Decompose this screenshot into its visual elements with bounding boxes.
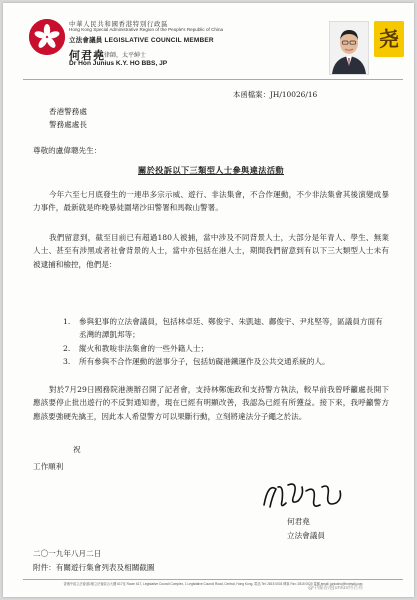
recipient-line: 香港警務處 [49, 107, 87, 116]
handwritten-signature [258, 475, 348, 515]
recipient-block [49, 105, 87, 132]
list-text: 縱火和教唆非法集會的一些外籍人士； [79, 343, 209, 353]
letter-subject: 關於投訴以下三類型人士參與違法活動 [138, 165, 284, 175]
signatory-name: 何君堯 [287, 517, 310, 526]
recipient-line: 警務處處長 [49, 120, 87, 130]
list-item [63, 315, 389, 342]
paragraph-2: 我們留意到，截至目前已有超過180人被捕，當中涉及不同背景人士，大部分是年青人、學生、無業人士、甚至有涉黑或者社會背景的人士，當中亦包括在港人士，期間我們留意到有以下三大類型人士未有被逮捕和檢控，他們是： [33, 233, 389, 269]
watermark-text: @中國香港Junius何君堯 [308, 585, 363, 591]
footer-divider [23, 579, 403, 580]
signatory-title: 立法會議員 [287, 531, 325, 540]
member-portrait [329, 21, 369, 75]
salutation: 尊敬的盧偉聰先生： [33, 146, 102, 155]
list-number: 1. [63, 317, 71, 326]
paragraph-3: 對於7月29日國務院港澳辦召開了記者會，支持林鄭施政和支持警方執法，較早前我曾呼籲處長開下應該要停止批出遊行的不反對通知書，現在已經有明顯改善，我認為已經有所獲益。接下來，我呼籲警方應該要強硬先擒王，因此本人希望警方可以果斷行動，立刻將違法分子繩之於法。 [33, 385, 389, 421]
file-reference: 本函檔案：JH/10026/16 [233, 90, 318, 99]
complaint-list [63, 315, 389, 369]
paragraph-1: 今年六至七月底發生的一連串多宗示威、遊行、非法集會，不合作運動，不少非法集會其後演變成暴力事件，最新就是昨晚暴徒圍堵沙田警署和馬鞍山警署。 [33, 190, 389, 213]
list-item [63, 342, 389, 355]
gov-name-zh: 中華人民共和國香港特別行政區 [69, 21, 169, 28]
hksar-emblem-icon [29, 19, 65, 55]
closing-wish: 祝 [73, 445, 81, 454]
attachment-note: 附件：有關遊行集會列表及相關截圖 [33, 563, 155, 572]
member-name-en: Dr Hon Junius K.Y. HO BBS, JP [69, 60, 168, 67]
footer-address: 香港中區立法會道1號立法會綜合大樓 617室 Room 617, Legislative Council Complex, 1 Legislative Council Road, Central, Hong Kong. 電話 Tel: 2815 0003 傳真 Fax: 2815 0020 電郵 email: juniusho@hotmail.com [63, 582, 363, 586]
member-title-zh: 律師，太平紳士 [104, 52, 147, 59]
list-text: 參與犯事的立法會議員，包括林卓廷、鄭俊宇、朱凱廸、鄺俊宇、尹兆堅等，區議員方面有丞灣的譚凱邦等； [79, 317, 383, 340]
list-number: 2. [63, 343, 71, 353]
gov-name-en: Hong Kong Special Administrative Region of the People's Republic of China [69, 27, 224, 32]
closing-phrase: 工作順利 [33, 462, 64, 471]
header-divider [23, 79, 403, 80]
letter-date: 二〇一九年八月二日 [33, 549, 102, 558]
list-item [63, 355, 389, 368]
list-text: 所有參與不合作運動的滋事分子，包括妨礙港鐵運作及公共交通系統的人。 [79, 357, 330, 367]
member-name-zh: 何君堯 [69, 49, 105, 62]
svg-text:尧: 尧 [379, 27, 399, 51]
letter-page [3, 3, 414, 597]
council-label: 立法會議員 LEGISLATIVE COUNCIL MEMBER [69, 37, 214, 44]
list-number: 3. [63, 357, 71, 367]
party-logo [374, 21, 404, 57]
